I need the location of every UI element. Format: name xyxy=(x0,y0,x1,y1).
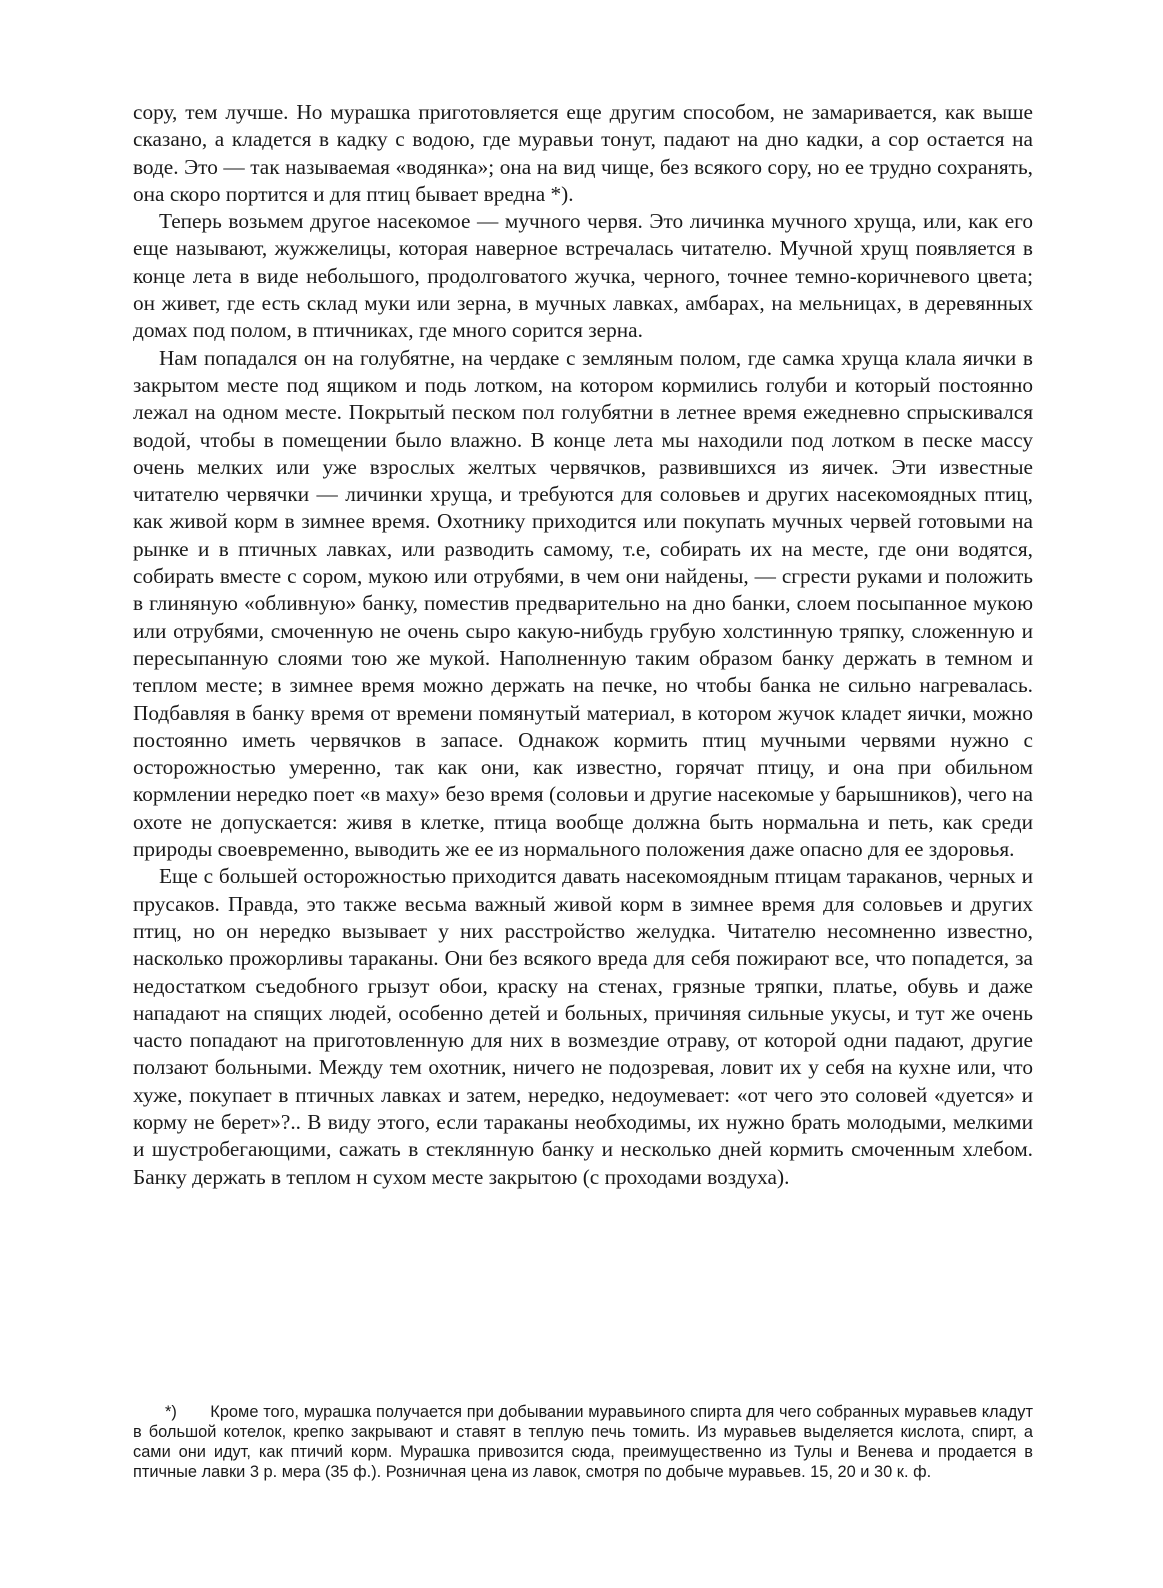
footnote-body: Кроме того, мурашка получается при добывании муравьиного спирта для чего собранных муравьев кладут в большой котелок, крепко закрывают и ставят в теплую печь томить. Из муравьев выделяется кислота, спирт, а сами они идут, как птичий корм. Мурашка привозится сюда, преимущественно из Тулы и Венева и продается в птичные лавки 3 р. мера (35 ф.). Розничная цена из лавок, смотря по добыче муравьев. 15, 20 и 30 к. ф. xyxy=(133,1403,1033,1481)
footnote-text xyxy=(133,1402,1033,1482)
page-body xyxy=(133,99,1033,1191)
paragraph-1: сору, тем лучше. Но мурашка приготовляется еще другим способом, не замаривается, как выше сказано, а кладется в кадку с водою, где муравьи тонут, падают на дно кадки, а сор остается на воде. Это — так называемая «водянка»; она на вид чище, без всякого сору, но ее трудно сохранять, она скоро портится и для птиц бывает вредна *). xyxy=(133,100,1033,206)
paragraph-3: Нам попадался он на голубятне, на чердаке с земляным полом, где самка хруща клала яички в закрытом месте под ящиком и подь лотком, на котором кормились голуби и который постоянно лежал на одном месте. Покрытый песком пол голубятни в летнее время ежедневно спрыскивался водой, чтобы в помещении было влажно. В конце лета мы находили под лотком в песке массу очень мелких или уже взрослых желтых червячков, развившихся из яичек. Эти известные читателю червячки — личинки хруща, и требуются для соловьев и других насекомоядных птиц, как живой корм в зимнее время. Охотнику приходится или покупать мучных червей готовыми на рынке и в птичных лавках, или разводить самому, т.е, собирать их на месте, где они водятся, собирать вместе с сором, мукою или отрубями, в чем они найдены, — сгрести руками и положить в глиняную «обливную» банку, поместив предварительно на дно банки, слоем посыпанное мукою или отрубями, смоченную не очень сыро какую-нибудь грубую холстинную тряпку, сложенную и пересыпанную слоями тою же мукой. Наполненную таким образом банку держать в темном и теплом месте; в зимнее время можно держать на печке, но чтобы банка не сильно нагревалась. Подбавляя в банку время от времени помянутый материал, в котором жучок кладет яички, можно постоянно иметь червячков в запасе. Однакож кормить птиц мучными червями нужно с осторожностью умеренно, так как они, как известно, горячат птицу, и она при обильном кормлении нередко поет «в маху» безо время (соловьи и другие насекомые у барышников), чего на охоте не допускается: живя в клетке, птица вообще должна быть нормальна и петь, как среди природы своевременно, выводить же ее из нормального положения даже опасно для ее здоровья. xyxy=(133,345,1033,862)
paragraph-2: Теперь возьмем другое насекомое — мучного червя. Это личинка мучного хруща, или, как его еще называют, жужжелицы, которая наверное встречалась читателю. Мучной хрущ появляется в конце лета в виде небольшого, продолговатого жучка, черного, точнее темно-коричневого цвета; он живет, где есть склад муки или зерна, в мучных лавках, амбарах, на мельницах, в деревянных домах под полом, в птичниках, где много сорится зерна. xyxy=(133,209,1033,343)
footnote-marker: *) xyxy=(165,1403,177,1421)
paragraph-4: Еще с большей осторожностью приходится давать насекомоядным птицам тараканов, черных и прусаков. Правда, это также весьма важный живой корм в зимнее время для соловьев и других птиц, но он нередко вызывает у них расстройство желудка. Читателю несомненно известно, насколько прожорливы тараканы. Они без всякого вреда для себя пожирают все, что попадется, за недостатком съедобного грызут обои, краску на стенах, грязные тряпки, платье, обувь и даже нападают на спящих людей, особенно детей и больных, причиняя сильные укусы, и тут же очень часто попадают на приготовленную для них в возмездие отраву, от которой одни падают, другие ползают больными. Между тем охотник, ничего не подозревая, ловит их у себя на кухне или, что хуже, покупает в птичных лавках и затем, нередко, недоумевает: «от чего это соловей «дуется» и корму не берет»?.. В виду этого, если тараканы необходимы, их нужно брать молодыми, мелкими и шустробегающими, сажать в стеклянную банку и несколько дней кормить смоченным хлебом. Банку держать в теплом н сухом месте закрытою (с проходами воздуха). xyxy=(133,864,1033,1189)
footnote xyxy=(133,1402,1033,1482)
